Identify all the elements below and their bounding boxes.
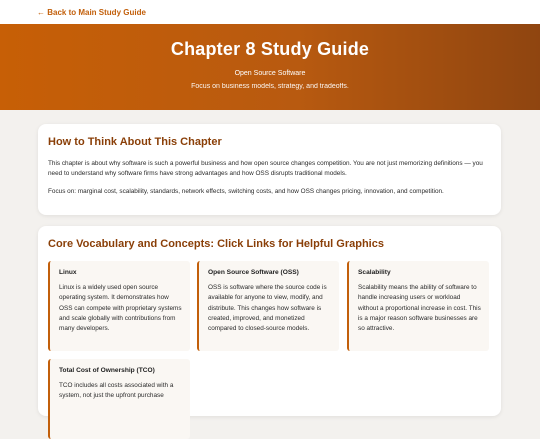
top-nav-bar	[0, 0, 540, 25]
concept-title[interactable]: Total Cost of Ownership (TCO)	[59, 367, 155, 374]
concept-card-linux[interactable]	[48, 261, 190, 351]
intro-heading: How to Think About This Chapter	[48, 136, 222, 148]
concept-card-tco[interactable]	[48, 359, 190, 439]
back-to-main-link[interactable]: ← Back to Main Study Guide	[37, 8, 146, 17]
concept-title[interactable]: Scalability	[358, 269, 391, 276]
concept-title[interactable]: Open Source Software (OSS)	[208, 269, 299, 276]
page-hero	[0, 24, 540, 110]
concept-description: TCO includes all costs associated with a system, not just the upfront purchase	[59, 382, 174, 400]
concept-description: Scalability means the ability of software to handle increasing users or workload without a proportional increase in cost. This is a major reason software businesses are so attractive.	[358, 284, 481, 332]
vocab-heading: Core Vocabulary and Concepts: Click Links for Helpful Graphics	[48, 238, 384, 250]
concept-title[interactable]: Linux	[59, 269, 77, 276]
page-tagline: Focus on business models, strategy, and tradeoffs.	[191, 83, 349, 90]
concept-description: OSS is software where the source code is available for anyone to view, modify, and distribute. This changes how software is created, improved, and monetized compared to closed-source models.	[208, 284, 327, 332]
concept-description: Linux is a widely used open source operating system. It demonstrates how OSS can compete with proprietary systems and scale globally with contributions from many developers.	[59, 284, 182, 332]
intro-card	[38, 124, 501, 215]
page-subtitle: Open Source Software	[234, 70, 306, 77]
intro-focus-paragraph: Focus on: marginal cost, scalability, standards, network effects, switching costs, and how OSS changes pricing, innovation, and competition.	[48, 187, 444, 195]
concept-card-oss[interactable]	[197, 261, 339, 351]
concept-card-scalability[interactable]	[347, 261, 489, 351]
vocab-card	[38, 226, 501, 416]
page-title: Chapter 8 Study Guide	[170, 39, 370, 59]
intro-paragraph: This chapter is about why software is such a powerful business and how open source changes competition. You are not just memorizing definitions — you need to understand why software firms have strong advantages and how OSS disrupts traditional models.	[48, 160, 483, 177]
concept-grid	[48, 261, 491, 411]
